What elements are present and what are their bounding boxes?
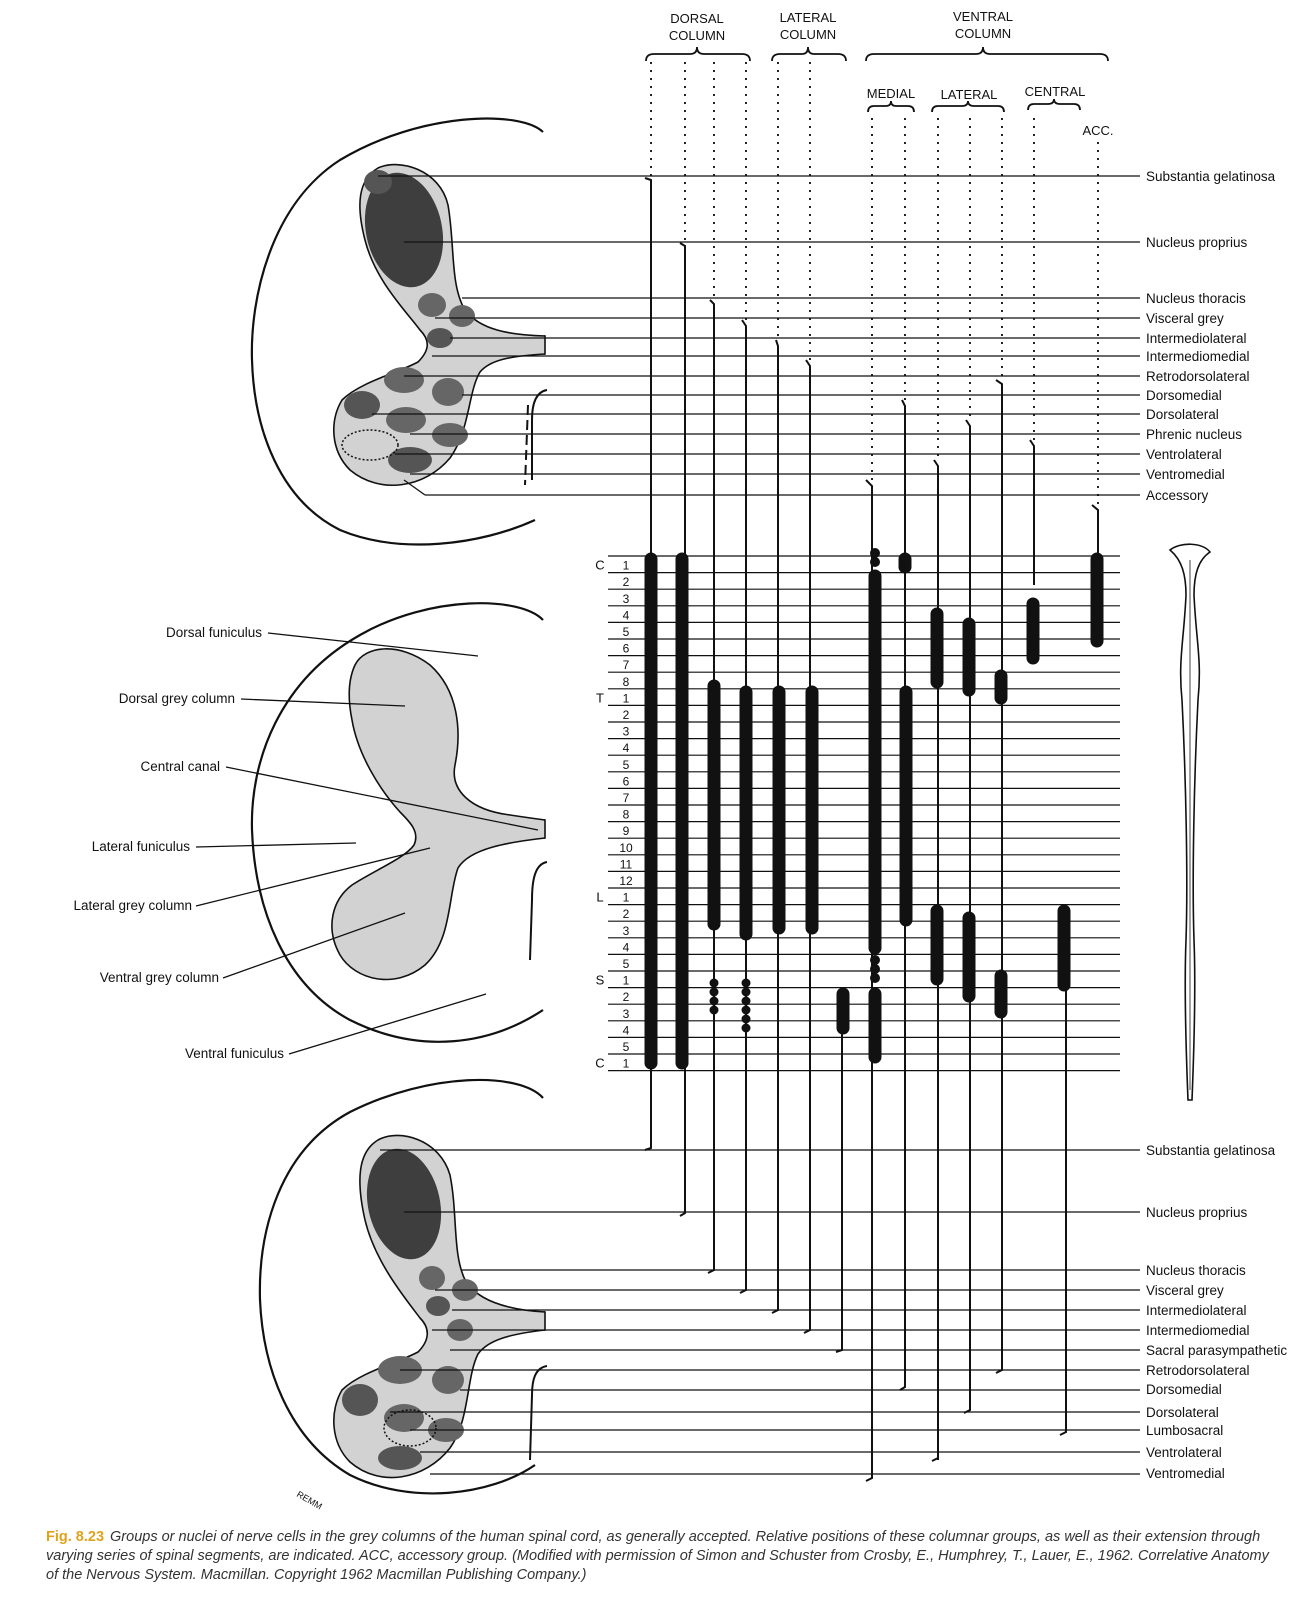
top-label-substantia-gelatinosa: Substantia gelatinosa [1146,169,1276,184]
segment-label: 1 [622,691,630,706]
bottom-label-ventrolateral: Ventrolateral [1146,1445,1222,1460]
column-headers [646,9,1114,138]
segment-label: 10 [619,840,633,855]
top-cord-ventral-fissure [532,390,547,480]
label-lateral-grey-column: Lateral grey column [73,898,192,913]
bottom-label-substantia-gelatinosa: Substantia gelatinosa [1146,1143,1276,1158]
segment-label: 1 [622,973,630,988]
middle-grey-matter [332,649,545,980]
header-dorsal-2: COLUMN [668,28,726,43]
region-label: L [596,889,604,905]
top-label-phrenic-nucleus: Phrenic nucleus [1146,427,1243,442]
segment-label: 7 [622,658,630,673]
segment-label: 7 [622,791,630,805]
figure-caption [46,1528,1284,1585]
label-dorsal-funiculus: Dorsal funiculus [165,625,262,640]
label-dorsal-grey-column: Dorsal grey column [118,691,235,706]
segment-label: 2 [622,708,630,722]
brace-lateral [772,47,846,61]
top-label-visceral-grey: Visceral grey [1146,311,1224,326]
bottom-label-dorsolateral: Dorsolateral [1146,1405,1219,1420]
segment-label: 5 [622,1040,630,1054]
bottom-label-retrodorsolateral: Retrodorsolateral [1146,1363,1250,1378]
brace-ventral [866,47,1108,61]
bottom-labels [1146,1143,1287,1481]
segment-label: 3 [622,591,630,606]
header-central: CENTRAL [1024,84,1086,99]
header-ventral-1: VENTRAL [953,9,1013,24]
top-label-nucleus-proprius: Nucleus proprius [1146,235,1248,250]
bead-dots [710,549,880,1033]
top-label-dorsomedial: Dorsomedial [1146,388,1222,403]
segment-label: 11 [619,857,633,872]
segment-label: 6 [622,774,630,789]
bottom-label-intermediolateral: Intermediolateral [1146,1303,1247,1318]
brace-central [1028,99,1080,110]
segment-label: 1 [622,558,630,573]
header-ventral-lateral: LATERAL [940,87,998,102]
segment-label: 1 [622,890,630,905]
dotted-guides-top [651,62,1098,505]
bottom-label-lumbosacral: Lumbosacral [1146,1423,1224,1438]
header-medial: MEDIAL [866,86,916,101]
segment-label: 8 [622,674,630,689]
caption-text: Groups or nuclei of nerve cells in the grey columns of the human spinal cord, as generally accepted. Relative positions of these columnar groups, as well as their extension through varying series of spinal segments, are indicated. ACC, accessory group. (Modified with permission of Simon and Schuster from Crosby, E., Humphrey, T., Lauer, E., 1962. Correlative Anatomy of the Nervous System. Macmillan. Copyright 1962 Macmillan Publishing Company.) [46,1529,1269,1583]
header-lateral-1: LATERAL [779,10,837,25]
brace-medial [868,101,914,112]
segment-label: 12 [619,874,633,888]
segment-label: 2 [622,575,630,590]
header-lateral-2: COLUMN [779,27,837,42]
top-label-ventrolateral: Ventrolateral [1146,447,1222,462]
label-ventral-grey-column: Ventral grey column [99,970,219,985]
segment-label: 9 [622,824,630,839]
bottom-label-nucleus-proprius: Nucleus proprius [1146,1205,1248,1220]
region-label: C [595,1055,605,1071]
label-central-canal: Central canal [140,759,220,774]
segment-label: 4 [622,1023,630,1038]
bottom-label-sacral-parasympathetic: Sacral parasympathetic [1146,1343,1288,1358]
bottom-label-visceral-grey: Visceral grey [1146,1283,1224,1298]
bottom-cord-section [260,1080,547,1512]
segment-label: 3 [622,923,630,938]
header-dorsal-1: DORSAL [670,11,724,26]
bottom-label-ventromedial: Ventromedial [1146,1466,1225,1481]
segment-label: 5 [622,625,630,639]
region-label: C [595,557,605,573]
region-label: T [596,690,604,706]
segment-label: 8 [622,807,630,822]
brace-dorsal [646,47,750,61]
segment-label: 6 [622,641,630,656]
segment-grid [595,556,1120,1071]
segment-label: 2 [622,990,630,1005]
top-label-ventromedial: Ventromedial [1146,467,1225,482]
segment-label: 1 [622,1056,630,1071]
cord-silhouette [1170,544,1210,1100]
segment-label: 4 [622,940,630,955]
top-label-intermediomedial: Intermediomedial [1146,349,1250,364]
nucleus-bars [645,178,1103,1481]
region-label: S [595,972,605,988]
top-label-accessory: Accessory [1146,488,1209,503]
bottom-label-dorsomedial: Dorsomedial [1146,1382,1222,1397]
header-ventral-2: COLUMN [954,26,1012,41]
figure-number: Fig. 8.23 [46,1529,105,1545]
top-label-dorsolateral: Dorsolateral [1146,407,1219,422]
segment-label: 2 [622,907,630,922]
label-ventral-funiculus: Ventral funiculus [184,1046,284,1061]
top-label-retrodorsolateral: Retrodorsolateral [1146,369,1250,384]
bottom-label-nucleus-thoracis: Nucleus thoracis [1146,1263,1246,1278]
top-label-intermediolateral: Intermediolateral [1146,331,1247,346]
label-lateral-funiculus: Lateral funiculus [91,839,190,854]
segment-label: 5 [622,757,630,772]
segment-label: 4 [622,741,630,756]
top-labels [1146,169,1276,503]
header-acc: ACC. [1082,123,1114,138]
segment-label: 5 [622,957,630,971]
top-label-nucleus-thoracis: Nucleus thoracis [1146,291,1246,306]
artist-signature: REMM [295,1489,324,1512]
brace-ventral-lateral [932,101,1004,112]
top-cord-section [252,119,547,545]
bottom-label-intermediomedial: Intermediomedial [1146,1323,1250,1338]
segment-label: 3 [622,724,630,739]
segment-label: 4 [622,608,630,623]
segment-label: 3 [622,1006,630,1021]
